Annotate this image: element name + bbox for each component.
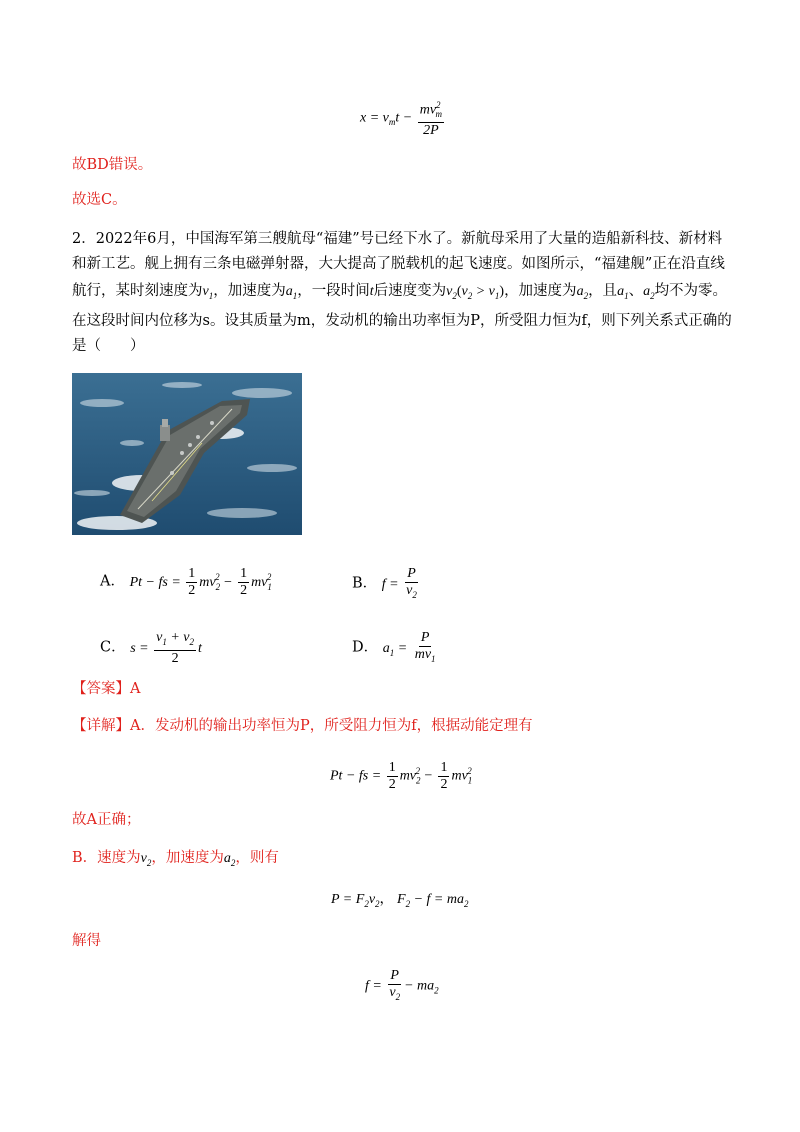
formula-f-result: f = $\frac{P}{v_2}$ − $ma_2$ [365, 968, 439, 1002]
question-text-1: 2022年6月，中国海军第三艘航母“福建”号已经下水了。新航母采用了大量的造船新科技、新材料 [95, 231, 723, 247]
a2-symbol: $a_2$ [643, 284, 655, 301]
question-line-4: 在这段时间内位移为s。设其质量为m，发动机的输出功率恒为P，所受阻力恒为f，则下列关系式正确的 [72, 313, 732, 329]
option-d [352, 630, 440, 667]
text-segment: 后速度变为 [373, 283, 447, 299]
option-c-formula: s = $\frac{v_1 + v_2}{2}$ t [130, 630, 202, 666]
question-line-5: 是（ ） [72, 338, 145, 354]
text-segment: B．速度为 [72, 850, 141, 866]
v1-symbol: $v_1$ [202, 284, 214, 301]
option-c [100, 630, 202, 667]
solve-line: 解得 [72, 933, 101, 949]
v2-condition: $v_2(v_2 > v_1)$ [446, 284, 505, 301]
option-b [352, 566, 421, 603]
a1-symbol: $a_1$ [617, 284, 629, 301]
a-correct-line: 故A正确； [72, 812, 141, 828]
option-a-label: A． [100, 573, 125, 590]
choose-c-line: 故选C。 [72, 192, 127, 208]
explanation-line-1: 【详解】A．发动机的输出功率恒为P，所受阻力恒为f，根据动能定理有 [72, 718, 533, 734]
v2-symbol: $v_2$ [140, 851, 152, 868]
formula-x-displacement: $x = v_mt$ − $\frac{mv^2_m}{2P}$ [360, 97, 446, 139]
t-symbol: t [369, 284, 374, 299]
text-segment: ，加速度为 [151, 850, 224, 866]
text-segment: ，加速度为 [213, 283, 286, 299]
question-line-3 [72, 281, 727, 306]
question-line-1 [72, 229, 722, 249]
option-d-label: D． [352, 639, 379, 656]
formula-power-force: $P = F_2v_2$， $F_2 - f = ma_2$ [331, 892, 469, 909]
text-segment: ，则有 [235, 850, 279, 866]
question-line-2: 和新工艺。舰上拥有三条电磁弹射器，大大提高了脱载机的起飞速度。如图所示，“福建舰”正在沿直线 [72, 256, 725, 272]
text-segment: 航行，某时刻速度为 [72, 283, 203, 299]
question-number: 2． [72, 231, 96, 247]
aircraft-carrier-photo [72, 373, 302, 535]
text-segment: ，且 [588, 283, 618, 299]
text-segment: 均不为零。 [654, 283, 728, 299]
text-segment: ，加速度为 [504, 283, 577, 299]
a2-symbol: $a_2$ [576, 284, 589, 301]
option-b-label: B． [352, 575, 378, 592]
bd-wrong-line: 故BD错误。 [72, 157, 153, 173]
option-a [100, 566, 271, 599]
a1-symbol: $a_1$ [285, 284, 298, 301]
text-segment: 、 [628, 283, 644, 299]
option-b-formula: f = $\frac{P}{v_2}$ [381, 566, 417, 600]
a2-symbol: $a_2$ [223, 851, 236, 868]
option-d-formula: $a_1$ = $\frac{P}{mv_1}$ [382, 630, 436, 664]
text-segment: ，一段时间 [297, 283, 370, 299]
b-intro-line [72, 848, 279, 873]
option-a-formula: Pt − fs = $\frac{1}{2}$ $mv_2^2$ − $\frac{1}{2}$ $mv_1^2$ [129, 566, 272, 598]
answer-line: 【答案】A [72, 681, 141, 697]
option-c-label: C． [100, 639, 126, 656]
formula-energy-theorem: Pt − fs = $\frac{1}{2}$ $mv_2^2$ − $\frac{1}{2}$ $mv_1^2$ [330, 760, 473, 792]
